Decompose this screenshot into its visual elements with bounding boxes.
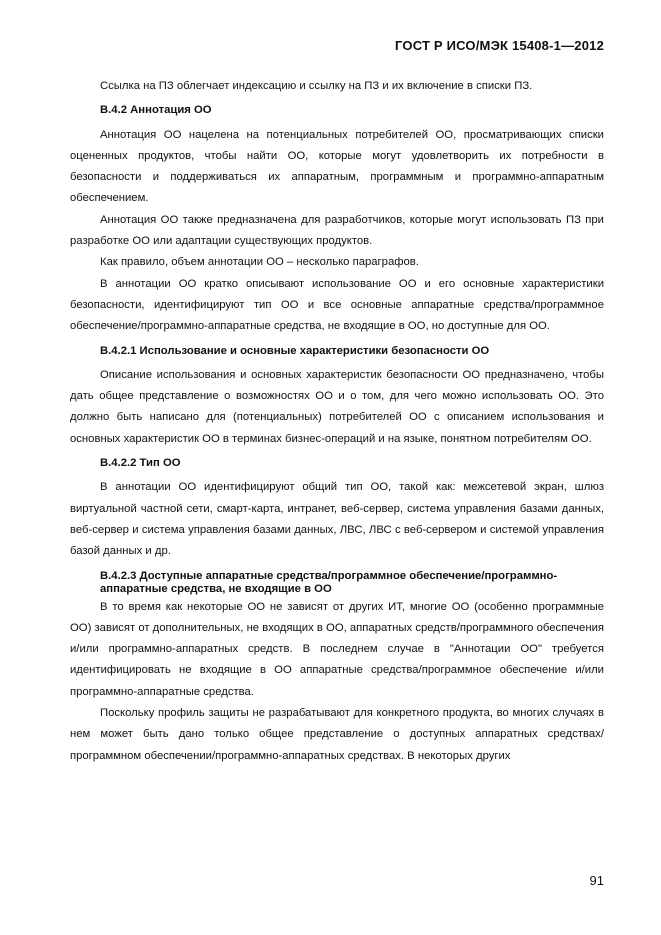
paragraph: В аннотации ОО идентифицируют общий тип ОО, такой как: межсетевой экран, шлюз виртуальной частной сети, смарт-карта, интранет, веб-сервер, система управления базами данных, веб-сервер и система управления базами данных, ЛВС, ЛВС с веб-сервером и системой управления базой данных и др. — [70, 481, 604, 558]
document-body — [70, 76, 604, 767]
paragraph: Аннотация ОО нацелена на потенциальных потребителей ОО, просматривающих списки оцененных продуктов, чтобы найти ОО, которые могут удовлетворить их потребности в безопасности и поддерживаться их аппаратным, программным и программно-аппаратным обеспечением. — [70, 128, 604, 205]
paragraph: Описание использования и основных характеристик безопасности ОО предназначено, чтобы дать общее представление о возможностях ОО и о том, для чего можно использовать ОО. Это должно быть написано для (потенциальных) потребителей ОО с описанием использования и основных характеристик ОО в терминах бизнес-операций и на языке, понятном потребителям ОО. — [70, 368, 604, 445]
section-heading: В.4.2.1 Использование и основные характеристики безопасности ОО — [100, 344, 490, 357]
section-heading: В.4.2.3 Доступные аппаратные средства/программное обеспечение/программно-аппаратные средства, не входящие в ОО — [100, 569, 558, 595]
page-number: 91 — [589, 873, 604, 888]
document-header: ГОСТ Р ИСО/МЭК 15408-1—2012 — [395, 38, 604, 53]
paragraph: Ссылка на ПЗ облегчает индексацию и ссылку на ПЗ и их включение в списки ПЗ. — [100, 80, 533, 92]
paragraph: Как правило, объем аннотации ОО – несколько параграфов. — [100, 256, 419, 269]
paragraph: Аннотация ОО также предназначена для разработчиков, которые могут использовать ПЗ при разработке ОО или адаптации существующих продуктов. — [70, 213, 604, 248]
paragraph: В аннотации ОО кратко описывают использование ОО и его основные характеристики безопасности, идентифицируют тип ОО и все основные аппаратные средства/программное обеспечение/программно-аппаратные средства, не входящие в ОО, но доступные для ОО. — [70, 277, 604, 333]
section-heading: В.4.2 Аннотация ОО — [100, 104, 212, 117]
section-heading: В.4.2.2 Тип ОО — [100, 457, 181, 470]
paragraph: Поскольку профиль защиты не разрабатывают для конкретного продукта, во многих случаях в нем может быть дано только общее представление о доступных аппаратных средствах/программном обеспечении/программно-аппаратных средствах. В некоторых других — [70, 707, 604, 762]
paragraph: В то время как некоторые ОО не зависят от других ИТ, многие ОО (особенно программные ОО) зависят от дополнительных, не входящих в ОО, аппаратных средств/программного обеспечения и/или программно-аппаратных средств. В последнем случае в "Аннотации ОО" требуется идентифицировать не входящие в ОО аппаратные средства/программное обеспечение и/или программно-аппаратные средства. — [70, 600, 604, 698]
